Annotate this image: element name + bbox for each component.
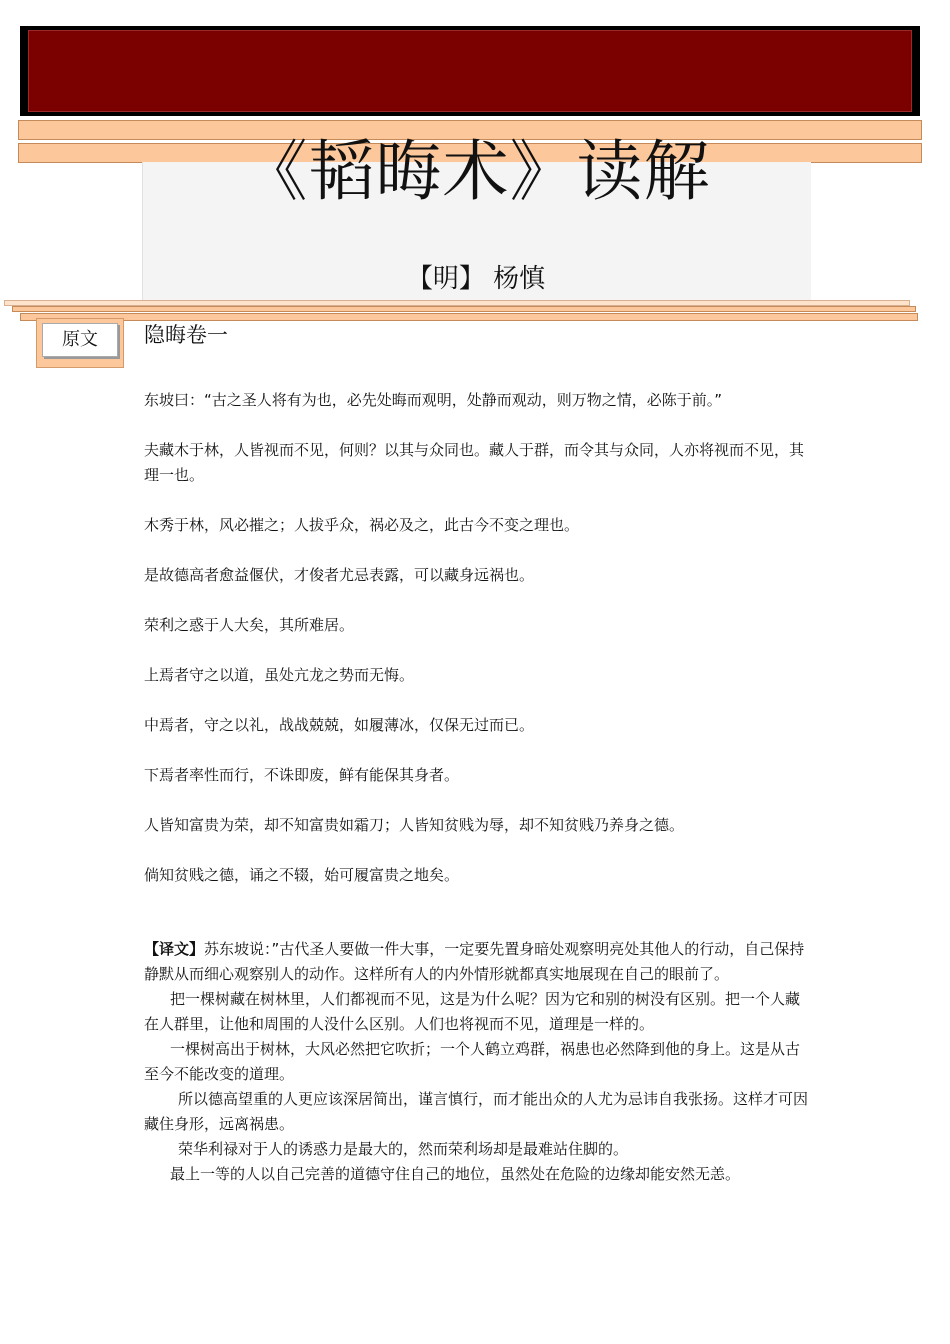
section-tab-label: 原文 [42, 323, 118, 357]
original-paragraph: 木秀于林，风必摧之；人拔乎众，祸必及之，此古今不变之理也。 [144, 516, 580, 534]
divider-band-2 [12, 306, 916, 312]
original-paragraph: 夫藏木于林，人皆视而不见，何则？以其与众同也。藏人于群，而令其与众同，人亦将视而不见，其理一也。 [144, 441, 805, 484]
translation-paragraph: 把一棵树藏在树林里，人们都视而不见，这是为什么呢？因为它和别的树没有区别。把一个人藏在人群里，让他和周围的人没什么区别。人们也将视而不见，道理是一样的。 [144, 990, 801, 1033]
original-paragraph: 人皆知富贵为荣，却不知富贵如霜刀；人皆知贫贱为辱，却不知贫贱乃养身之德。 [144, 816, 685, 834]
translation-paragraph: 荣华利禄对于人的诱惑力是最大的，然而荣利场却是最难站住脚的。 [178, 1140, 629, 1158]
original-paragraph: 荣利之惑于人大矣，其所难居。 [144, 616, 355, 634]
translation-paragraph: 最上一等的人以自己完善的道德守住自己的地位，虽然处在危险的边缘却能安然无恙。 [170, 1165, 741, 1183]
translation-paragraph [144, 937, 812, 987]
original-text [144, 388, 812, 913]
original-paragraph: 是故德高者愈益偃伏，才俊者尤忌表露，可以藏身远祸也。 [144, 566, 535, 584]
original-paragraph: 东坡曰：“古之圣人将有为也，必先处晦而观明，处静而观动，则万物之情，必陈于前。” [144, 391, 723, 409]
translation-label: 【译文】 [144, 940, 205, 958]
section-heading: 隐晦卷一 [144, 323, 228, 347]
translation-first: 苏东坡说：”古代圣人要做一件大事，一定要先置身暗处观察明亮处其他人的行动，自己保持静默从而细心观察别人的动作。这样所有人的内外情形就都真实地展现在自己的眼前了。 [144, 940, 805, 983]
author-line: 【明】 杨慎 [406, 264, 546, 294]
header-banner-fill [28, 30, 912, 112]
original-paragraph: 下焉者率性而行，不诛即废，鲜有能保其身者。 [144, 766, 460, 784]
translation-paragraph: 所以德高望重的人更应该深居简出，谨言慎行，而才能出众的人尤为忌讳自我张扬。这样才可因藏住身形，远离祸患。 [144, 1090, 809, 1133]
header-banner [20, 26, 920, 116]
translation-text [144, 937, 812, 1187]
translation-paragraph: 一棵树高出于树林，大风必然把它吹折；一个人鹤立鸡群，祸患也必然降到他的身上。这是从古至今不能改变的道理。 [144, 1040, 801, 1083]
page-title: 《韬晦术》读解 [241, 133, 711, 210]
original-paragraph: 上焉者守之以道，虽处亢龙之势而无悔。 [144, 666, 415, 684]
original-paragraph: 倘知贫贱之德，诵之不辍，始可履富贵之地矣。 [144, 866, 460, 884]
original-paragraph: 中焉者，守之以礼，战战兢兢，如履薄冰，仅保无过而已。 [144, 716, 535, 734]
